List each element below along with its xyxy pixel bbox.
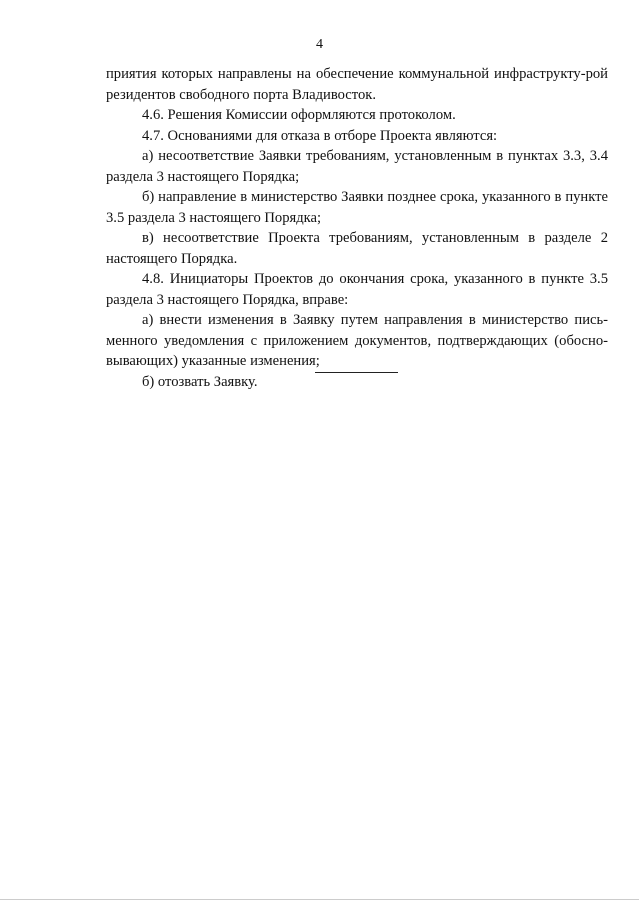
paragraph-4-6: 4.6. Решения Комиссии оформляются протоколом. [142,107,456,123]
paragraph-4-7: 4.7. Основаниями для отказа в отборе Проекта являются: [142,127,498,144]
document-body [106,64,608,392]
paragraph-4-8: 4.8. Инициаторы Проектов до окончания срока, указанного в пункте 3.5 раздела 3 настоящего Порядка, вправе: [106,271,608,308]
paragraph-4-7-b: б) направление в министерство Заявки позднее срока, указанного в пункте 3.5 раздела 3 настоящего Порядка; [106,189,608,226]
end-divider [315,372,398,373]
page-number: 4 [316,37,323,52]
paragraph-4-8-b: б) отозвать Заявку. [142,373,258,390]
paragraph-4-8-a: а) внести изменения в Заявку путем направления в министерство пись-менного уведомления с приложением документов, подтверждающих (обосно-вывающих) указанные изменения; [106,312,608,369]
paragraph-4-7-a: а) несоответствие Заявки требованиям, установленным в пунктах 3.3, 3.4 раздела 3 настоящего Порядка; [106,148,608,185]
paragraph-4-7-v: в) несоответствие Проекта требованиям, установленным в разделе 2 настоящего Порядка. [106,230,608,267]
page-bottom-edge [0,899,639,900]
paragraph-continuation: приятия которых направлены на обеспечение коммунальной инфраструкту-рой резидентов свободного порта Владивосток. [106,66,608,103]
